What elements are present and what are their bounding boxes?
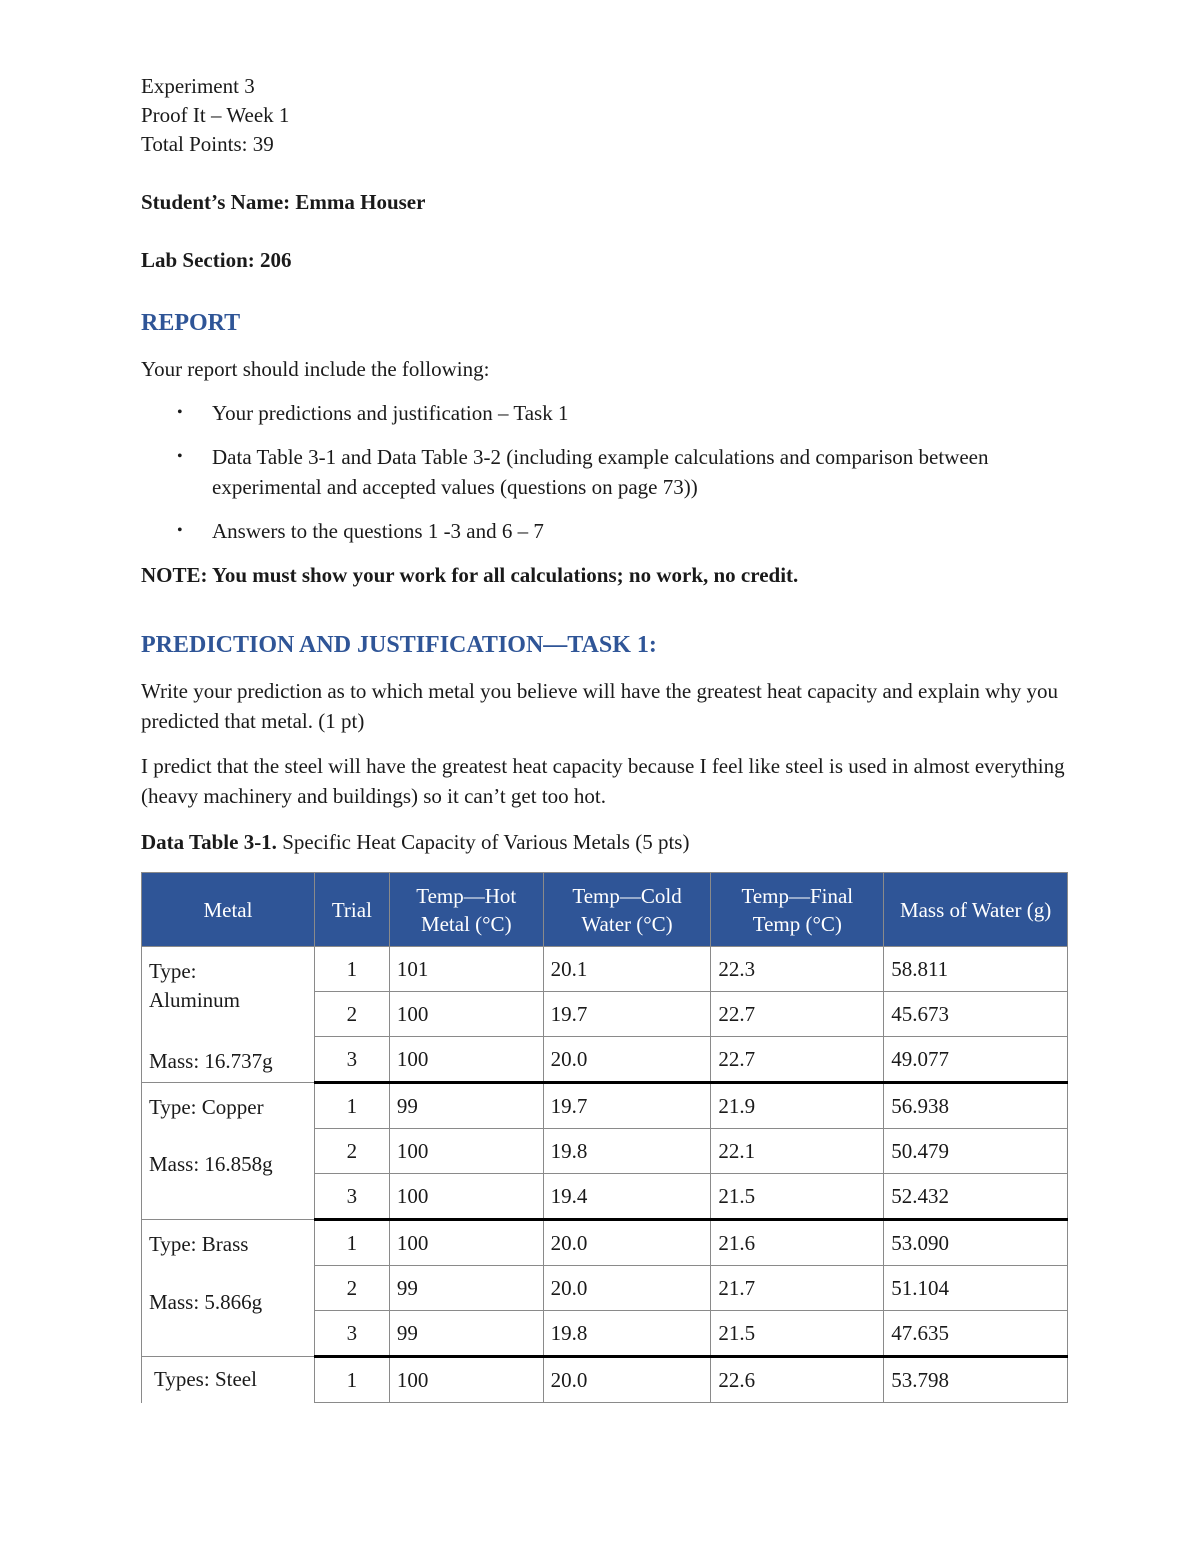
prediction-answer: I predict that the steel will have the greatest heat capacity because I feel like steel is used in almost everything (heavy machinery and buildings) so it can’t get too hot. [141,754,1065,808]
mass-water-cell: 52.432 [884,1174,1068,1220]
mass-water-cell: 49.077 [884,1037,1068,1083]
report-requirements-list [141,398,1071,546]
final-temp-cell: 22.3 [711,947,884,992]
cold-water-cell: 19.8 [543,1129,711,1174]
list-item: • Data Table 3-1 and Data Table 3-2 (including example calculations and comparison between experimental and accepted values (questions on page 73)) [141,442,1071,502]
metal-cell [142,1357,315,1403]
metal-cell [142,1083,315,1220]
column-header: Temp—Final Temp (°C) [711,873,884,947]
final-temp-cell: 21.6 [711,1220,884,1266]
cold-water-cell: 19.7 [543,992,711,1037]
hot-metal-cell: 99 [389,1311,543,1357]
metal-cell [142,1220,315,1357]
cold-water-cell: 20.0 [543,1357,711,1403]
bullet-icon: • [177,522,183,539]
hot-metal-cell: 100 [389,1129,543,1174]
final-temp-cell: 21.7 [711,1266,884,1311]
final-temp-cell: 22.6 [711,1357,884,1403]
metal-mass: Mass: 16.737g [149,1049,273,1073]
hot-metal-cell: 99 [389,1083,543,1129]
final-temp-cell: 21.9 [711,1083,884,1129]
final-temp-cell: 21.5 [711,1311,884,1357]
cold-water-cell: 19.4 [543,1174,711,1220]
cold-water-cell: 20.1 [543,947,711,992]
prediction-prompt: Write your prediction as to which metal you believe will have the greatest heat capacity and explain why you predicted that metal. (1 pt) [141,679,1059,733]
table-header-row [142,873,1068,947]
data-table-3-1 [141,872,1068,1403]
table-caption [141,827,1071,857]
hot-metal-cell: 100 [389,992,543,1037]
hot-metal-cell: 100 [389,1174,543,1220]
bullet-icon: • [177,404,183,421]
mass-water-cell: 51.104 [884,1266,1068,1311]
final-temp-cell: 21.5 [711,1174,884,1220]
trial-cell: 2 [314,1266,389,1311]
hot-metal-cell: 101 [389,947,543,992]
mass-water-cell: 50.479 [884,1129,1068,1174]
hot-metal-cell: 99 [389,1266,543,1311]
metal-mass: Mass: 5.866g [149,1290,263,1314]
metal-type: Types: Steel [154,1367,257,1392]
table-row [142,1357,1068,1403]
table-caption-label: Data Table 3-1. [141,830,277,854]
cold-water-cell: 20.0 [543,1220,711,1266]
table-row [142,1220,1068,1266]
student-name: Student’s Name: Emma Houser [141,190,426,214]
list-item: • Answers to the questions 1 -3 and 6 – 7 [141,516,1071,546]
list-item: • Your predictions and justification – Task 1 [141,398,1071,428]
metal-type: Type: Aluminum [149,959,241,1012]
table-caption-text: Specific Heat Capacity of Various Metals (5 pts) [276,830,690,854]
column-header: Temp—Hot Metal (°C) [389,873,543,947]
table-row [142,947,1068,992]
mass-water-cell: 53.090 [884,1220,1068,1266]
week-subtitle: Proof It – Week 1 [141,103,290,127]
final-temp-cell: 22.7 [711,1037,884,1083]
mass-water-cell: 47.635 [884,1311,1068,1357]
column-header: Mass of Water (g) [884,873,1068,947]
metal-cell [142,947,315,1083]
cold-water-cell: 19.7 [543,1083,711,1129]
trial-cell: 3 [314,1174,389,1220]
note-text: NOTE: You must show your work for all calculations; no work, no credit. [141,563,799,587]
table-row [142,1083,1068,1129]
trial-cell: 2 [314,992,389,1037]
trial-cell: 2 [314,1129,389,1174]
trial-cell: 1 [314,1083,389,1129]
cold-water-cell: 20.0 [543,1266,711,1311]
trial-cell: 3 [314,1037,389,1083]
mass-water-cell: 53.798 [884,1357,1068,1403]
trial-cell: 1 [314,1220,389,1266]
report-heading: REPORT [141,310,241,336]
document-page [141,72,1071,1403]
total-points: Total Points: 39 [141,132,274,156]
report-intro: Your report should include the following: [141,357,490,381]
mass-water-cell: 58.811 [884,947,1068,992]
final-temp-cell: 22.1 [711,1129,884,1174]
trial-cell: 3 [314,1311,389,1357]
metal-type: Type: Copper [149,1095,264,1119]
final-temp-cell: 22.7 [711,992,884,1037]
column-header: Trial [314,873,389,947]
bullet-icon: • [177,448,183,465]
experiment-title: Experiment 3 [141,74,255,98]
cold-water-cell: 19.8 [543,1311,711,1357]
trial-cell: 1 [314,947,389,992]
hot-metal-cell: 100 [389,1220,543,1266]
mass-water-cell: 45.673 [884,992,1068,1037]
hot-metal-cell: 100 [389,1037,543,1083]
mass-water-cell: 56.938 [884,1083,1068,1129]
lab-section: Lab Section: 206 [141,248,292,272]
metal-mass: Mass: 16.858g [149,1152,273,1176]
prediction-heading: PREDICTION AND JUSTIFICATION—TASK 1: [141,632,657,658]
column-header: Temp—Cold Water (°C) [543,873,711,947]
hot-metal-cell: 100 [389,1357,543,1403]
trial-cell: 1 [314,1357,389,1403]
metal-type: Type: Brass [149,1232,249,1256]
cold-water-cell: 20.0 [543,1037,711,1083]
column-header: Metal [142,873,315,947]
